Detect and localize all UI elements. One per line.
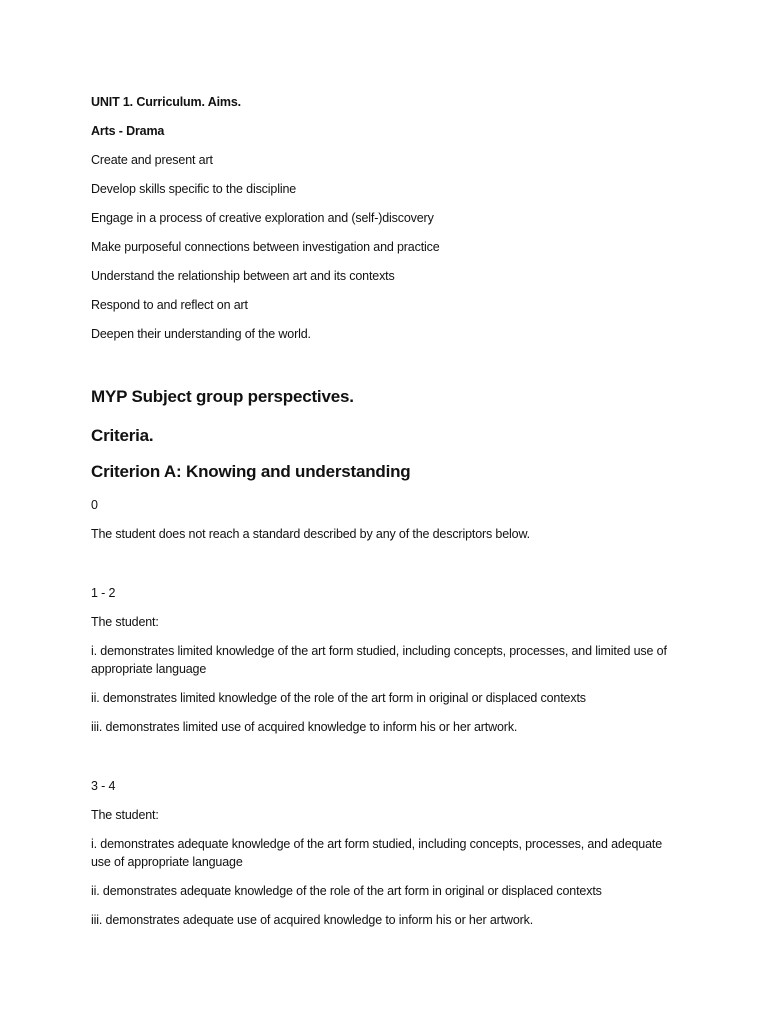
level-descriptor: iii. demonstrates adequate use of acquired knowledge to inform his or her artwork. xyxy=(91,913,534,927)
aim-item: Develop skills specific to the discipline xyxy=(91,182,297,196)
aim-item: Make purposeful connections between investigation and practice xyxy=(91,240,440,254)
level-descriptor: i. demonstrates adequate knowledge of the art form studied, including concepts, processes, and adequate use of appropriate language xyxy=(91,837,663,869)
aim-item: Understand the relationship between art and its contexts xyxy=(91,269,395,283)
aim-item: Respond to and reflect on art xyxy=(91,298,248,312)
level-band: 1 - 2 xyxy=(91,586,116,600)
aim-item: Deepen their understanding of the world. xyxy=(91,327,311,341)
unit-title: UNIT 1. Curriculum. Aims. xyxy=(91,95,241,109)
level-intro: The student: xyxy=(91,615,159,629)
level-descriptor: iii. demonstrates limited use of acquired knowledge to inform his or her artwork. xyxy=(91,720,518,734)
aim-item: Create and present art xyxy=(91,153,213,167)
level-text: The student does not reach a standard described by any of the descriptors below. xyxy=(91,527,530,541)
criteria-heading: Criteria. xyxy=(91,426,154,445)
level-band: 3 - 4 xyxy=(91,779,116,793)
level-descriptor: i. demonstrates limited knowledge of the art form studied, including concepts, processes, and limited use of appropriate language xyxy=(91,644,667,676)
level-descriptor: ii. demonstrates adequate knowledge of the role of the art form in original or displaced contexts xyxy=(91,884,602,898)
section-heading: MYP Subject group perspectives. xyxy=(91,387,354,406)
level-band: 0 xyxy=(91,498,98,512)
level-intro: The student: xyxy=(91,808,159,822)
level-descriptor: ii. demonstrates limited knowledge of the role of the art form in original or displaced contexts xyxy=(91,691,586,705)
criterion-a-heading: Criterion A: Knowing and understanding xyxy=(91,462,411,481)
subject-title: Arts - Drama xyxy=(91,124,165,138)
aim-item: Engage in a process of creative exploration and (self-)discovery xyxy=(91,211,434,225)
